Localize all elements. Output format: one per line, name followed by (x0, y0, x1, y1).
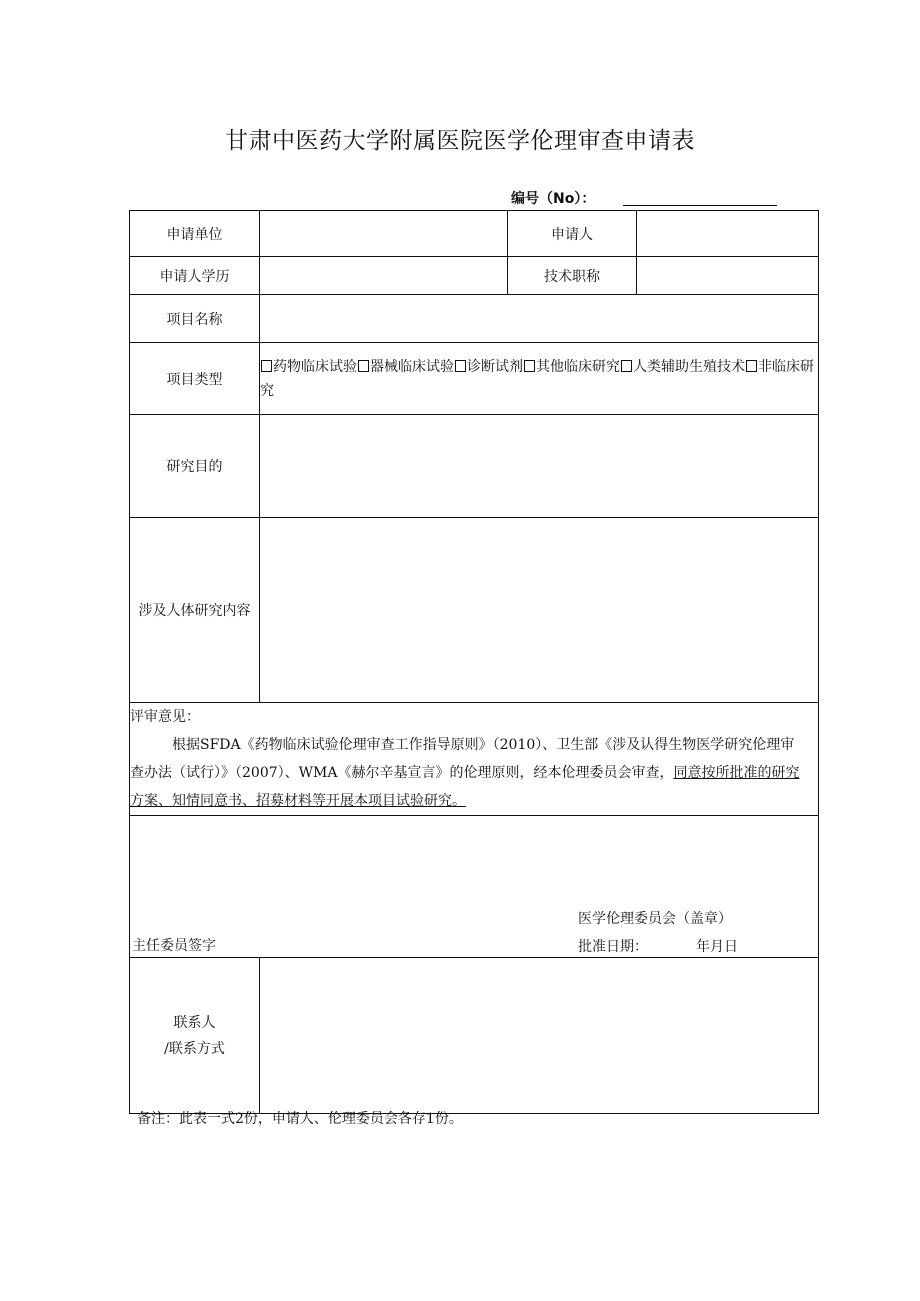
form-number-field[interactable] (623, 205, 777, 206)
tech-title-label: 技术职称 (508, 257, 637, 295)
type-label-diagnostic: 诊断试剂 (467, 358, 523, 375)
applicant-label: 申请人 (508, 211, 637, 257)
review-approval-text: 同意按所批准的研究方案、知情同意书、招募材料等开展本项目试验研究。 (130, 765, 800, 809)
contact-field[interactable] (260, 958, 819, 1114)
contact-label-line2: /联系方式 (164, 1040, 225, 1057)
row-signature (130, 816, 819, 958)
type-label-other: 其他临床研究 (536, 358, 620, 375)
row-education (130, 257, 819, 295)
project-name-field[interactable] (260, 295, 819, 343)
type-label-drug: 药物临床试验 (273, 358, 357, 375)
footnote: 备注：此表一式2份，申请人、伦理委员会各存1份。 (137, 1111, 463, 1127)
project-type-label: 项目类型 (130, 343, 260, 415)
human-research-label: 涉及人体研究内容 (130, 518, 260, 703)
type-checkbox-other[interactable] (524, 360, 535, 372)
type-checkbox-device[interactable] (358, 360, 369, 372)
applicant-field[interactable] (637, 211, 819, 257)
approval-date-value: 年月日 (696, 939, 738, 955)
purpose-field[interactable] (260, 415, 819, 518)
type-checkbox-reproductive[interactable] (621, 360, 632, 372)
education-field[interactable] (260, 257, 508, 295)
review-body-text: 根据SFDA《药物临床试验伦理审查工作指导原则》（2010）、卫生部《涉及认得生物医学研究伦理审查办法（试行）》（2007）、WMA《赫尔辛基宣言》的伦理原则，经本伦理委员会审查， (130, 737, 795, 781)
contact-label (130, 958, 260, 1114)
row-applicant-unit (130, 211, 819, 257)
human-research-field[interactable] (260, 518, 819, 703)
review-opinion-cell (130, 703, 819, 816)
type-label-reproductive: 人类辅助生殖技术 (633, 358, 745, 375)
row-review (130, 703, 819, 816)
row-human-research (130, 518, 819, 703)
tech-title-field[interactable] (637, 257, 819, 295)
row-contact (130, 958, 819, 1114)
committee-seal-label: 医学伦理委员会（盖章） (578, 911, 732, 927)
type-checkbox-drug[interactable] (261, 360, 272, 372)
type-label-nonclinical: 非临床研究 (260, 358, 814, 399)
project-type-options (260, 343, 819, 415)
review-body (130, 731, 818, 815)
review-heading: 评审意见： (130, 709, 200, 725)
type-checkbox-nonclinical[interactable] (746, 360, 757, 372)
row-project-name (130, 295, 819, 343)
education-label: 申请人学历 (130, 257, 260, 295)
type-label-device: 器械临床试验 (370, 358, 454, 375)
row-project-type (130, 343, 819, 415)
row-purpose (130, 415, 819, 518)
project-name-label: 项目名称 (130, 295, 260, 343)
approval-date-label: 批准日期： (578, 939, 648, 955)
approval-date (578, 936, 738, 956)
signature-cell[interactable] (130, 816, 819, 958)
form-title: 甘肃中医药大学附属医院医学伦理审查申请表 (225, 128, 695, 154)
type-checkbox-diagnostic[interactable] (455, 360, 466, 372)
application-form-table (129, 210, 819, 1114)
applicant-unit-field[interactable] (260, 211, 508, 257)
applicant-unit-label: 申请单位 (130, 211, 260, 257)
contact-label-line1: 联系人 (173, 1014, 216, 1031)
form-number-label: 编号（No）： (511, 191, 596, 207)
chair-signature-label: 主任委员签字 (132, 938, 216, 954)
purpose-label: 研究目的 (130, 415, 260, 518)
